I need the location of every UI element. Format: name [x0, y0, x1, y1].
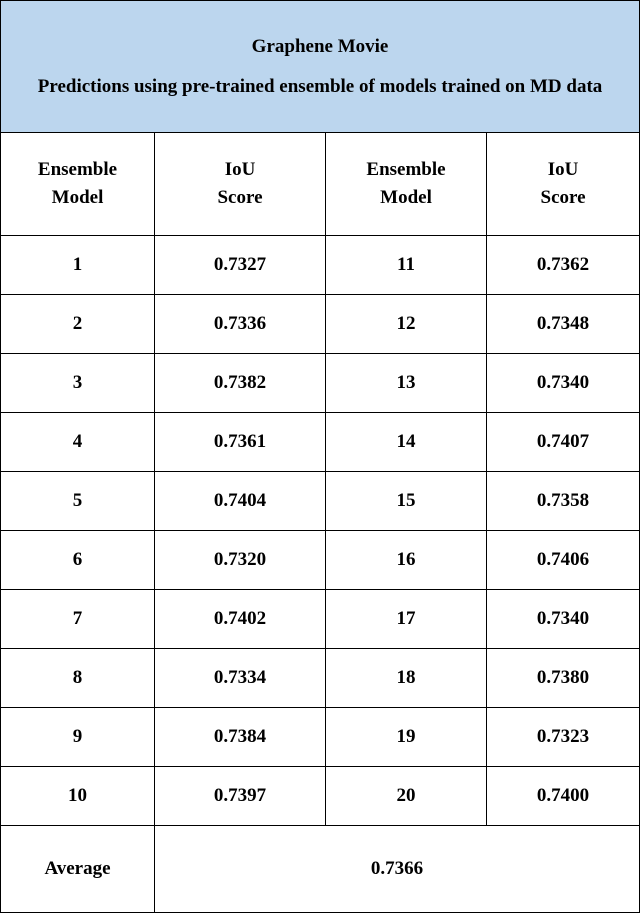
iou-score-right: 0.7406	[487, 531, 640, 590]
average-row	[1, 826, 640, 913]
iou-score-right: 0.7340	[487, 590, 640, 649]
model-number-left: 8	[1, 649, 155, 708]
header-iou-score-2: IoU Score	[487, 133, 640, 236]
title-row	[1, 1, 640, 133]
iou-score-left: 0.7382	[155, 354, 326, 413]
iou-score-right: 0.7348	[487, 295, 640, 354]
iou-score-right: 0.7380	[487, 649, 640, 708]
model-number-left: 1	[1, 236, 155, 295]
iou-score-left: 0.7334	[155, 649, 326, 708]
iou-score-left: 0.7327	[155, 236, 326, 295]
model-number-left: 7	[1, 590, 155, 649]
table-row	[1, 649, 640, 708]
header-ensemble-model-2: Ensemble Model	[326, 133, 487, 236]
iou-score-left: 0.7402	[155, 590, 326, 649]
iou-score-right: 0.7340	[487, 354, 640, 413]
table-row	[1, 295, 640, 354]
model-number-right: 18	[326, 649, 487, 708]
model-number-right: 13	[326, 354, 487, 413]
model-number-left: 3	[1, 354, 155, 413]
model-number-left: 5	[1, 472, 155, 531]
model-number-right: 19	[326, 708, 487, 767]
iou-score-left: 0.7384	[155, 708, 326, 767]
table-subtitle: Predictions using pre-trained ensemble of models trained on MD data	[37, 75, 603, 97]
model-number-right: 20	[326, 767, 487, 826]
model-number-right: 12	[326, 295, 487, 354]
iou-score-left: 0.7336	[155, 295, 326, 354]
model-number-left: 9	[1, 708, 155, 767]
table-row	[1, 354, 640, 413]
iou-score-left: 0.7404	[155, 472, 326, 531]
model-number-left: 6	[1, 531, 155, 590]
table-row	[1, 472, 640, 531]
model-number-right: 15	[326, 472, 487, 531]
table-row	[1, 531, 640, 590]
model-number-right: 17	[326, 590, 487, 649]
iou-score-right: 0.7362	[487, 236, 640, 295]
average-value: 0.7366	[155, 826, 640, 913]
table-title: Graphene Movie	[251, 35, 389, 57]
model-number-left: 2	[1, 295, 155, 354]
iou-score-right: 0.7323	[487, 708, 640, 767]
table-row	[1, 236, 640, 295]
iou-score-right: 0.7400	[487, 767, 640, 826]
model-number-left: 10	[1, 767, 155, 826]
table-row	[1, 590, 640, 649]
model-number-right: 14	[326, 413, 487, 472]
table-row	[1, 767, 640, 826]
model-number-right: 11	[326, 236, 487, 295]
iou-score-left: 0.7397	[155, 767, 326, 826]
iou-score-right: 0.7358	[487, 472, 640, 531]
table-row	[1, 413, 640, 472]
header-row	[1, 133, 640, 236]
table-row	[1, 708, 640, 767]
average-label: Average	[1, 826, 155, 913]
iou-score-left: 0.7361	[155, 413, 326, 472]
table-title-cell	[1, 1, 640, 133]
header-ensemble-model-1: Ensemble Model	[1, 133, 155, 236]
model-number-left: 4	[1, 413, 155, 472]
iou-score-left: 0.7320	[155, 531, 326, 590]
header-iou-score-1: IoU Score	[155, 133, 326, 236]
model-number-right: 16	[326, 531, 487, 590]
iou-score-right: 0.7407	[487, 413, 640, 472]
